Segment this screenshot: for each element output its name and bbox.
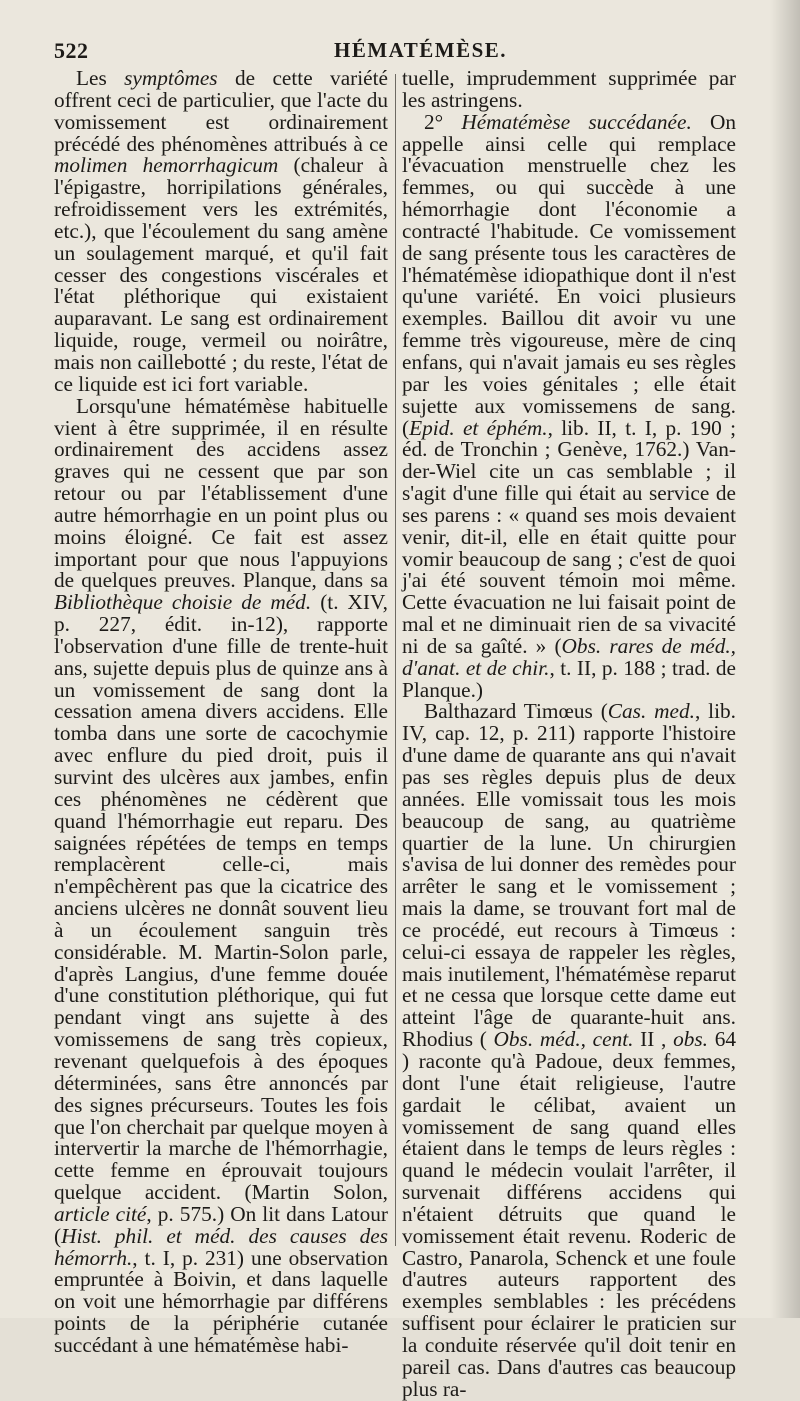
paragraph-succedanee: 2° Hématémèse succédanée. On appelle ainsi celle qui remplace l'évacuation menstruelle chez les femmes, ou qui succède à une hémorrhagie dont l'économie a contracté l'habitude. Ce vomissement de sang présente tous les caractères de l'hématémèse idiopathique dont il n'est qu'une variété. En voici plusieurs exemples. Baillou dit avoir vu une femme très vigoureuse, mère de cinq enfans, qui n'avait jamais eu ses règles par les voies génitales ; elle était sujette aux vomissemens de sang. (Epid. et éphém., lib. II, t. I, p. 190 ; éd. de Tronchin ; Genève, 1762.) Van-der-Wiel cite un cas semblable ; il s'agit d'une fille qui était au service de ses parens : « quand ses mois devaient venir, dit-il, elle en était quitte pour vomir beaucoup de sang ; c'est de quoi j'ai été souvent témoin moi même. Cette évacuation ne lui faisait point de mal et ne diminuait rien de sa vivacité ni de sa gaîté. » (Obs. rares de méd., d'anat. et de chir., t. II, p. 188 ; trad. de Planque.)	[402, 109, 737, 702]
page-number: 522	[54, 38, 89, 63]
paragraph-suppression: Lorsqu'une hématémèse habituelle vient à être supprimée, il en résulte ordinairement des accidens assez graves qui ne cessent que par son retour ou par l'établissement d'une autre hémorrhagie en un point plus ou moins éloigné. Ce fait est assez important pour que nous l'appuyions de quelques preuves. Planque, dans sa Bibliothèque choisie de méd. (t. XIV, p. 227, édit. in-12), rapporte l'observation d'une fille de trente-huit ans, sujette depuis plus de quinze ans à un vomissement de sang dont la cessation amena divers accidens. Elle tomba dans une sorte de cacochymie avec enflure du pied droit, puis il survint des ulcères aux jambes, enfin ces phénomènes ne cédèrent que quand l'hémorrhagie eut reparu. Des saignées répétées de temps en temps remplacèrent celle-ci, mais n'empêchèrent pas que la cicatrice des anciens ulcères ne donnât souvent lieu à un écoulement sanguin très considérable. M. Martin-Solon parle, d'après Langius, d'une femme douée d'une constitution pléthorique, qui fut pendant vingt ans sujette à des vomissemens de sang très copieux, revenant quelquefois à des époques déterminées, sans être annoncés par des signes précurseurs. Toutes les fois que l'on cherchait par quelque moyen à intervertir la marche de l'hémorrhagie, cette femme en éprouvait toujours quelque accident. (Martin Solon, article cité, p. 575.) On lit dans Latour (Hist. phil. et méd. des causes des hémorrh., t. I, p. 231) une observation empruntée à Boivin, et dans laquelle on voit une hémorrhagie par différens points de la périphérie cutanée succédant à une hématémèse habi-	[54, 393, 388, 1357]
paragraph-timoeus: Balthazard Timœus (Cas. med., lib. IV, cap. 12, p. 211) rapporte l'histoire d'une dame de quarante ans qui n'avait pas ses règles depuis plus de deux années. Elle vomissait tous les mois beaucoup de sang, au quatrième quartier de la lune. Un chirurgien s'avisa de lui donner des remèdes pour arrêter le sang et le vomissement ; mais la dame, se trouvant fort mal de ce procédé, eut recours à Timœus : celui-ci essaya de rappeler les règles, mais inutilement, l'hématémèse reparut et ne cessa que lorsque cette dame eut atteint l'âge de quarante-huit ans. Rhodius ( Obs. méd., cent. II , obs. 64 ) raconte qu'à Padoue, deux femmes, dont l'une était religieuse, l'autre gardait le célibat, avaient un vomissement de sang quand elles étaient dans le temps de leurs règles : quand le médecin voulait l'arrêter, il survenait différens accidens qui n'étaient détruits que quand le vomissement était revenu. Roderic de Castro, Panarola, Schenck et une foule d'autres auteurs rapportent des exemples semblables : les précédens suffisent pour éclairer le praticien sur la conduite réservée qu'il doit tenir en pareil cas. Dans d'autres cas beaucoup plus ra-	[402, 699, 736, 1401]
page-header	[54, 38, 744, 68]
column-divider	[395, 74, 396, 1246]
right-column	[402, 68, 736, 1400]
left-column	[54, 68, 388, 1357]
paragraph-continuation: tuelle, imprudemment supprimée par les astringens.	[402, 66, 736, 112]
running-title: HÉMATÉMÈSE.	[334, 38, 508, 62]
paragraph-symptoms: Les symptômes de cette variété offrent ceci de particulier, que l'acte du vomissement est ordinairement précédé des phénomènes attribués à ce molimen hemorrhagicum (chaleur à l'épigastre, horripilations générales, refroidissement vers les extrémités, etc.), que l'écoulement du sang amène un soulagement marqué, et qu'il fait cesser des congestions viscérales et l'état pléthorique qui existaient auparavant. Le sang est ordinairement liquide, rouge, vermeil ou noirâtre, mais non caillebotté ; du reste, l'état de ce liquide est ici fort variable.	[54, 66, 388, 396]
page-edge-shadow	[770, 0, 800, 1318]
